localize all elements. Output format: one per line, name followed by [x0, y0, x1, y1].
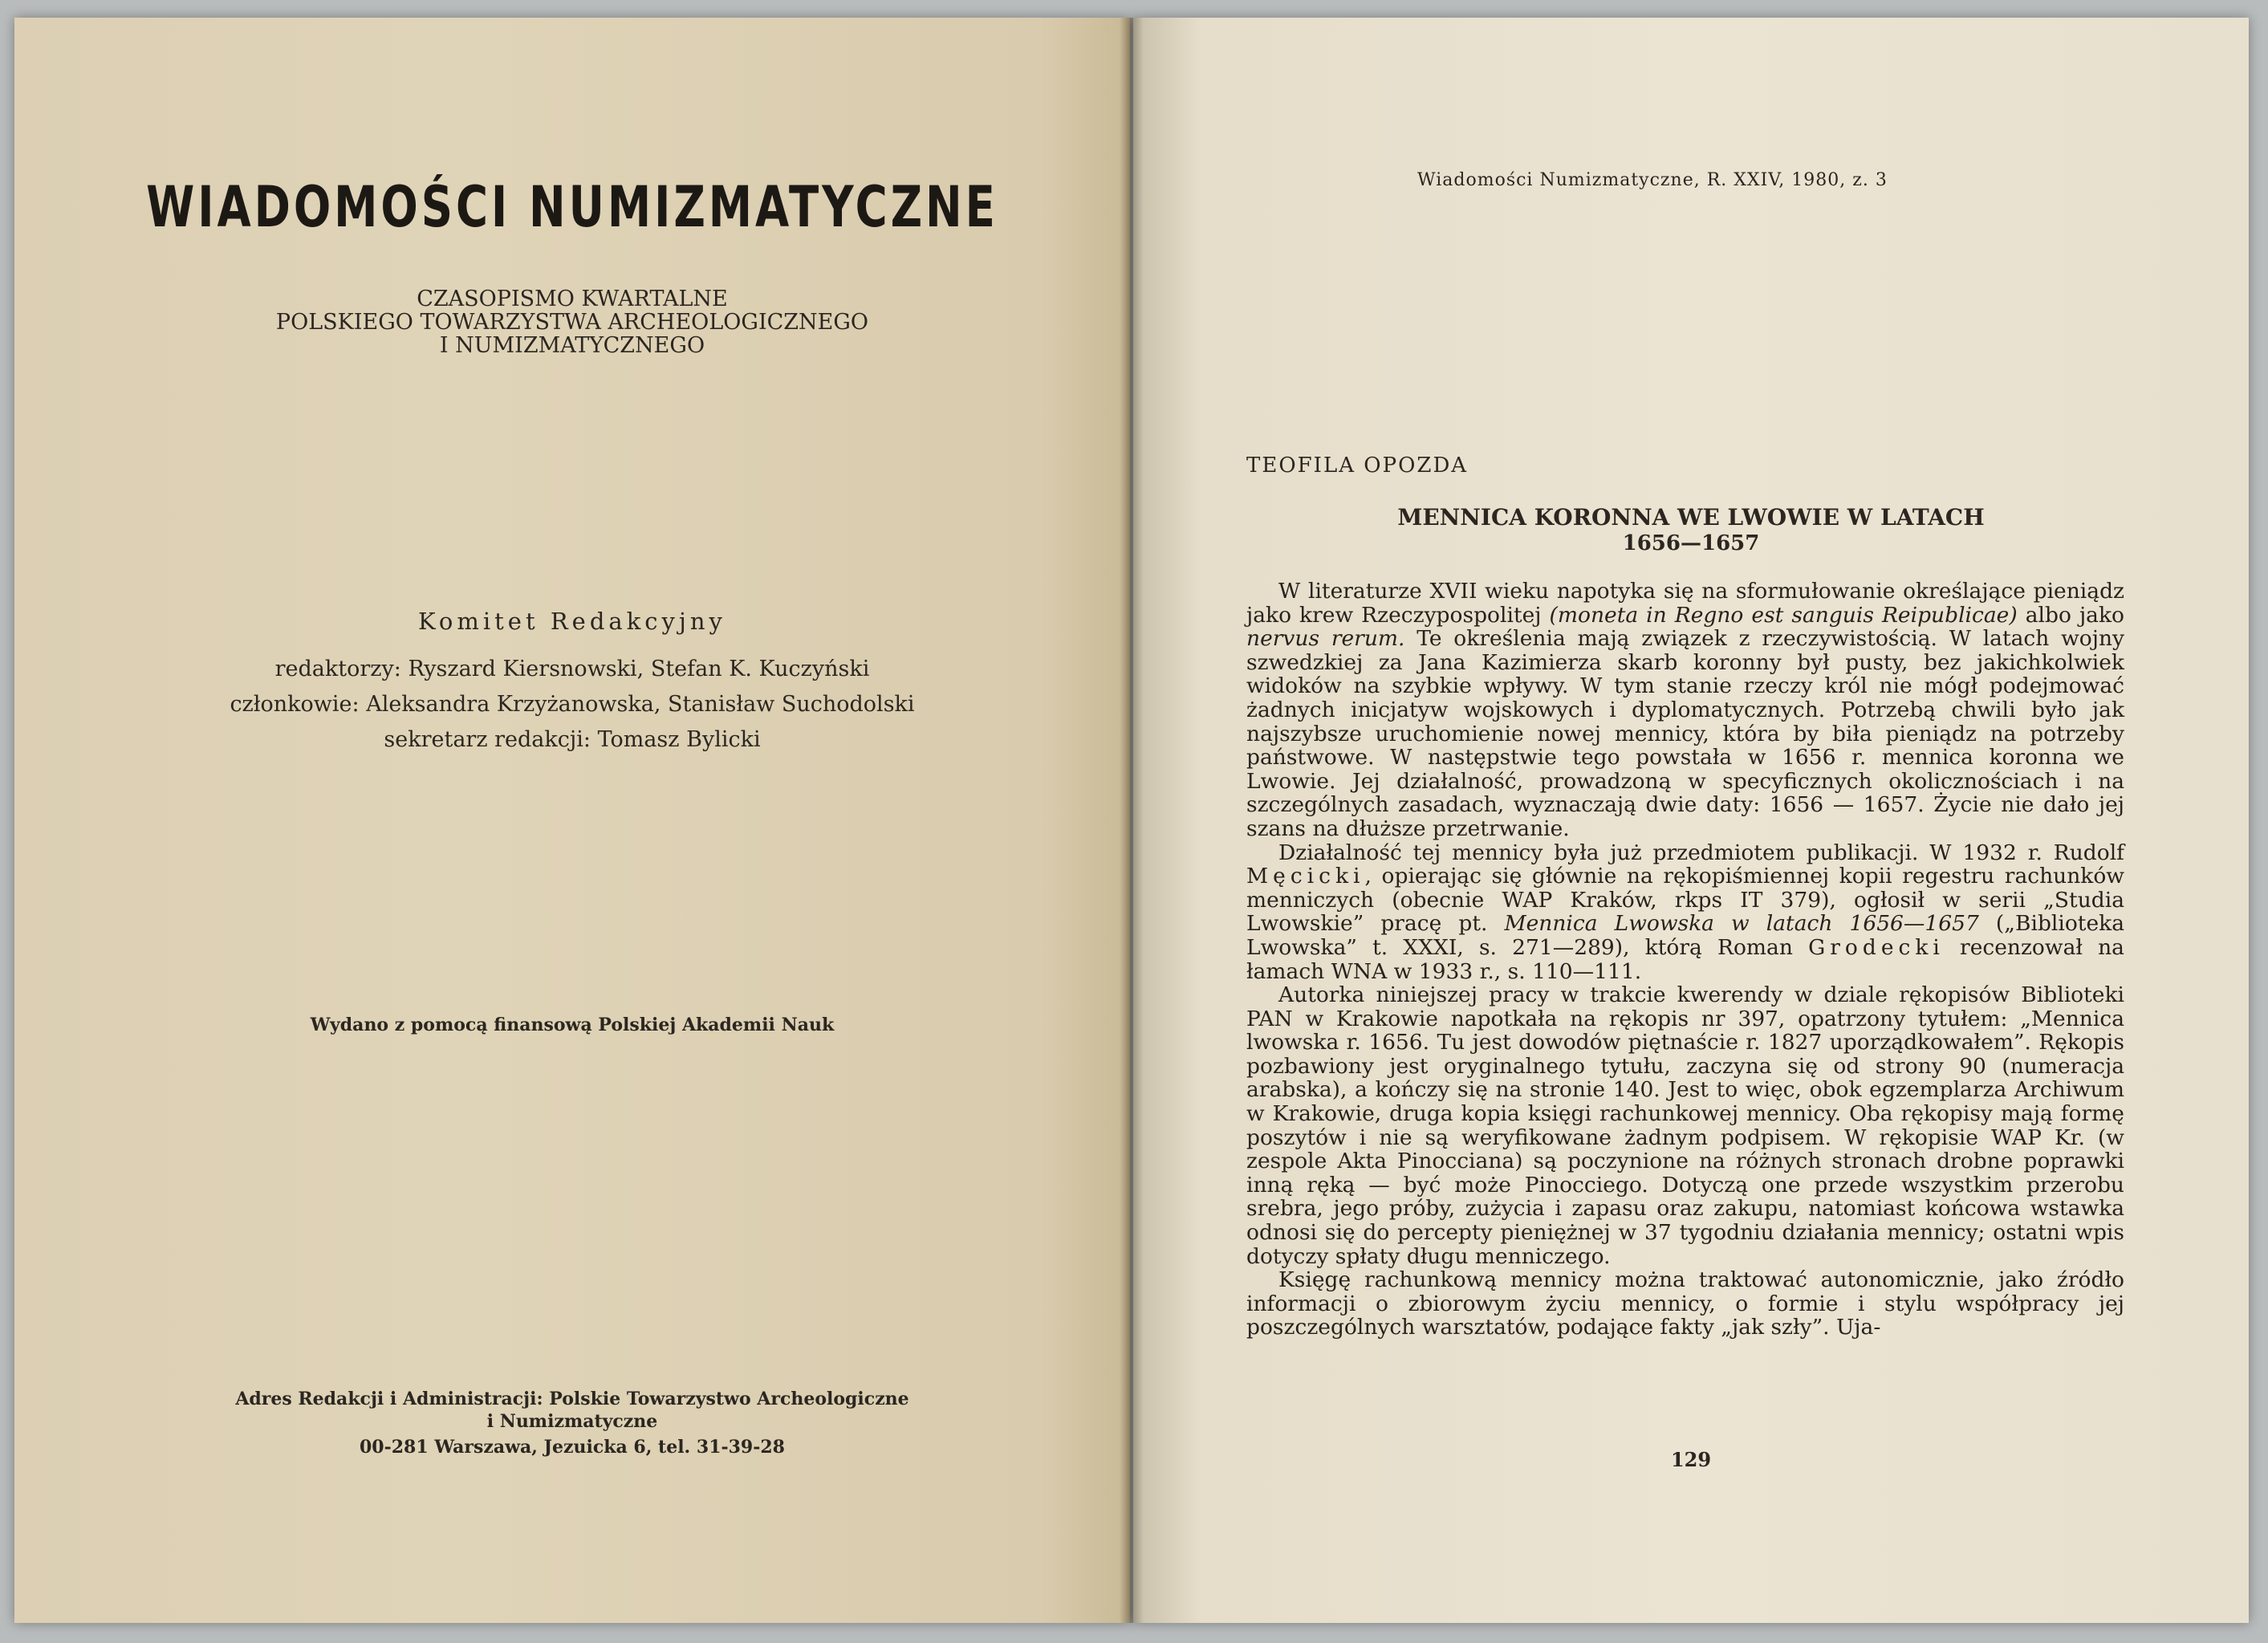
committee-editors: redaktorzy: Ryszard Kiersnowski, Stefan K. Kuczyński [274, 657, 870, 681]
text-run: recenzował na łamach WNA w 1933 r., s. 110—111. [1246, 934, 2124, 984]
article-title-years: 1656—1657 [1622, 531, 1760, 555]
committee-heading: Komitet Redakcyjny [418, 608, 726, 635]
book-gutter [1120, 18, 1144, 1623]
article-author: TEOFILA OPOZDA [1246, 453, 1469, 478]
funding-note: Wydano z pomocą finansową Polskiej Akademii Nauk [310, 1015, 835, 1035]
subtitle-line: I NUMIZMATYCZNEGO [439, 333, 705, 358]
subtitle-line: CZASOPISMO KWARTALNE [417, 287, 728, 311]
paragraph: Księgę rachunkową mennicy można traktować autonomicznie, jako źródło informacji o zbiorowym życiu mennicy, o formie i stylu współpracy jej poszczególnych warsztatów, podające fakty „jak szły”. Uja- [1246, 1267, 2124, 1340]
text-run: Te określenia mają związek z rzeczywistością. W latach wojny szwedzkiej za Jana Kazimierza skarb koronny był pusty, bez jakichkolwiek widoków na szybkie wpływy. W tym stanie rzeczy król nie mógł podejmować żadnych inicjatyw wojskowych i dyplomatycznych. Potrzebą chwili było jak najszybsze uruchomienie nowej mennicy, która by biła pieniądz na potrzeby państwowe. W następstwie tego powstała w 1656 r. mennica koronna we Lwowie. Jej działalność, prowadzoną w specyficznych okolicznościach i na szczególnych zasadach, wyznaczają dwie daty: 1656 — 1657. Życie nie dało jej szans na dłuższe przetrwanie. [1246, 626, 2124, 841]
text-run: Działalność tej mennicy była już przedmiotem publikacji. W 1932 r. Rudolf [1278, 840, 2124, 865]
paragraph [1246, 841, 2124, 984]
italic-run: Mennica Lwowska w latach 1656—1657 [1504, 911, 1979, 937]
italic-run: (moneta in Regno est sanguis Reipublicae) [1549, 602, 2018, 628]
text-run: , opierając się głównie na rękopiśmiennej kopii regestru rachunków menniczych (obecnie WAP Kraków, rkps IT 379), ogłosił w serii „Studia Lwowskie” pracę pt. [1246, 864, 2124, 937]
article-title: MENNICA KORONNA WE LWOWIE W LATACH [1397, 504, 1985, 531]
paragraph [1246, 580, 2124, 841]
running-head: Wiadomości Numizmatyczne, R. XXIV, 1980, z. 3 [1417, 170, 1888, 190]
left-page [14, 18, 1130, 1623]
journal-subtitle [14, 287, 1130, 357]
committee-secretary: sekretarz redakcji: Tomasz Bylicki [384, 727, 761, 752]
text-run: („Biblioteka Lwowska” t. XXXI, s. 271—289), którą Roman [1246, 911, 2124, 960]
article-body [1246, 580, 2124, 1340]
address-line: i Numizmatyczne [486, 1411, 658, 1432]
spaced-name: Męcicki [1246, 864, 1365, 889]
right-page [1133, 18, 2249, 1623]
text-run: albo jako [2017, 602, 2124, 628]
subtitle-line: POLSKIEGO TOWARZYSTWA ARCHEOLOGICZNEGO [275, 310, 869, 335]
paragraph: Autorka niniejszej pracy w trakcie kwerendy w dziale rękopisów Biblioteki PAN w Krakowie napotkała na rękopis nr 397, opatrzony tytułem: „Mennica lwowska r. 1656. Tu jest dowodów piętnaście r. 1827 uporządkowałem”. Rękopis pozbawiony jest oryginalnego tytułu, zaczyna się od strony 90 (numeracja arabska), a kończy się na stronie 140. Jest to więc, obok egzemplarza Archiwum w Krakowie, druga kopia księgi rachunkowej mennicy. Oba rękopisy mają formę poszytów i nie są weryfikowane żadnym podpisem. W rękopisie WAP Kr. (w zespole Akta Pinocciana) są poczynione na różnych stronach drobne poprawki inną ręką — być może Pinocciego. Dotyczą one przede wszystkim przerobu srebra, jego próby, zużycia i zapasu oraz zakupu, natomiast końcowa wstawka odnosi się do percepty pieniężnej w 37 tygodniu działania mennicy; ostatni wpis dotyczy spłaty długu menniczego. [1246, 982, 2124, 1269]
page-number: 129 [1670, 1448, 1712, 1471]
journal-title: WIADOMOŚCI NUMIZMATYCZNE [146, 174, 998, 240]
committee-members: członkowie: Aleksandra Krzyżanowska, Stanisław Suchodolski [230, 692, 915, 717]
address-line: 00-281 Warszawa, Jezuicka 6, tel. 31-39-28 [360, 1437, 785, 1458]
spaced-name: Grodecki [1808, 934, 1945, 960]
address-line: Adres Redakcji i Administracji: Polskie Towarzystwo Archeologiczne [235, 1389, 909, 1409]
text-run: W literaturze XVII wieku napotyka się na sformułowanie określające pieniądz jako krew Rzeczypospolitej [1246, 579, 2124, 628]
italic-run: nervus rerum. [1246, 626, 1405, 652]
